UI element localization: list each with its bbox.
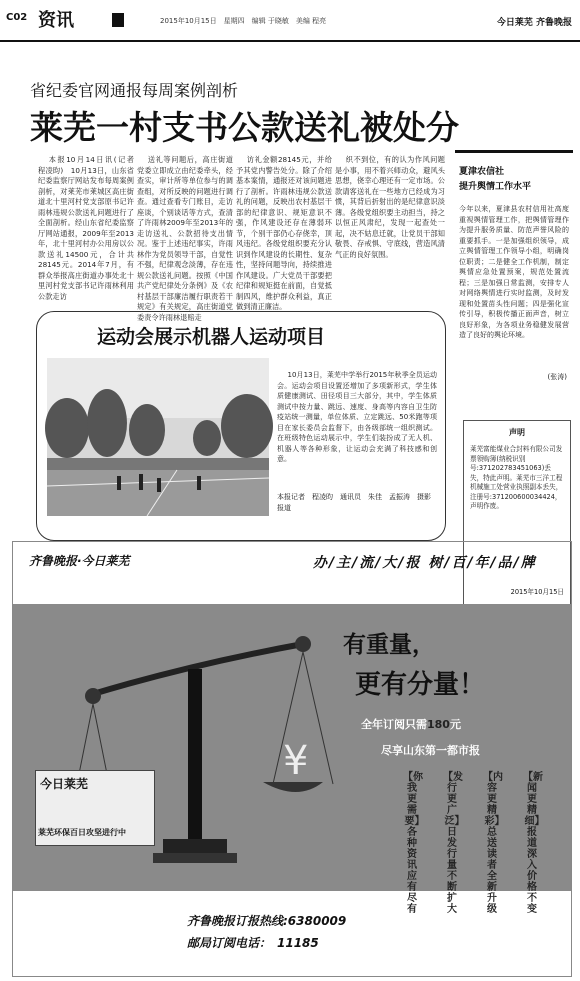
newspaper-thumbnail (35, 770, 155, 846)
ad-feature-column-4: 【你我更需要】各种资讯 应有尽有 (403, 772, 423, 915)
header-brand: 今日莱芜 齐鲁晚报 (496, 18, 572, 28)
newspaper-thumbnail-headline: 莱芜环保百日攻坚进行中 (38, 828, 126, 837)
ad-feature-column-2: 【内容更精彩】总送读者 全新升级 (483, 772, 503, 915)
ad-line-1: 有重量， (343, 632, 435, 658)
ad-hotline: 齐鲁晚报订报热线:6380009 (187, 914, 347, 928)
ad-logo: 齐鲁晚报·今日莱芜 (29, 554, 130, 568)
article-column-4: 织不到位，有的认为作风问题是小事，用不着兴师动众，避风头思想，侥幸心理还有一定市场。公款请客送礼在一些地方已经成为习惯，其背后折射出的是纪律意识淡薄。各级党组织要主动担当，持之以恒正风肃纪，发现一起查处一起，决不姑息迁就，让党员干部知敬畏、存戒惧、守底线，营造风清气正的良好氛围。 (335, 155, 445, 259)
article-column-1: 本报10月14日讯(记者 程凌昀) 10月13日，山东省纪委监察厅网站发布每周案例剖析，对莱芜市莱城区高庄街道北十里河村党支部原书记许雨林违规公款送礼问题进行了全面剖析。经山东省纪委监察厅网站通报，2009年至2013年，北十里河村办公用房以公款送礼14500元，合计共28145元。2014年7月，有群众举报高庄街道办事处北十里河村党支部书记许雨林利用公款走访 (38, 155, 142, 301)
ad-banner (13, 604, 571, 915)
header-bar-icon (112, 13, 124, 27)
sidebar (455, 150, 573, 596)
ad-slogan: 办/主/流/大/报 树/百/年/品/牌 (313, 555, 537, 571)
robot-story-credit: 本报记者 程凌昀 通讯员 朱佳 孟振涛 摄影报道 (277, 493, 431, 512)
ad-feature-column-1: 【新闻更精细】报道深入 价格不变 (523, 772, 543, 915)
ad-tagline: 尽享山东第一都市报 (381, 744, 480, 757)
sidebar-body: 今年以来，夏津县农村信用社高度重视舆情管理工作，把舆情管理作为提升服务质量、防范声誉风险的重要抓手。一是加强组织领导，成立舆情管理工作领导小组，明确岗位职责；二是健全工作机制，制定舆情应急处置预案，规范处置流程；三是加强日常监测，安排专人对网络舆情进行实时监测，及时发现和处置苗头性问题；四是强化宣传引导，积极传播正面声音，树立良好形象，为各项业务稳健发展营造了良好的舆论环境。 (459, 205, 569, 339)
sidebar-title: 夏津农信社 (459, 167, 505, 177)
article-kicker: 省纪委官网通报每周案例剖析 (30, 81, 239, 100)
newspaper-thumbnail-title: 今日莱芜 (40, 777, 89, 791)
notice-date: 2015年10月15日 (510, 588, 564, 596)
ad-feature-column-3: 【发行更广泛】日发行量不断扩大 (443, 772, 463, 915)
ad-price: 全年订阅只需180元 (361, 718, 461, 731)
ad-line-2: 更有分量！ (355, 670, 486, 700)
sports-meet-photo (47, 358, 269, 516)
notice-title: 声明 (509, 428, 525, 437)
notice-body: 莱芜富能煤业合封料有限公司发票领购簿(纳税识别号:371202783451063)丢失，特此声明。莱芜市三洋工程机械施工处营业执照副本丢失，注册号:371200600034424，声明作废。 (470, 445, 563, 510)
page-header (0, 0, 580, 42)
svg-text:¥: ¥ (283, 738, 309, 784)
robot-story-box (36, 311, 446, 541)
robot-story-title: 运动会展示机器人运动项目 (97, 326, 326, 348)
header-meta: 2015年10月15日 星期四 编辑 于晓敏 美编 程亮 (160, 17, 327, 25)
article-column-2: 送礼等问题后，高庄街道党委立即成立由纪委牵头，经查实，审计所等单位参与的调查组，对所反映的问题进行调查。通过查看专门账目，走访座谈，个别谈话等方式，查清了许雨林2009年至2013年的走访送礼、公款招待支出情况。鉴于上述违纪事实，许雨林作为党员领导干部，自觉性不强，纪律观念淡薄，存在违规公款送礼问题。按照《中国共产党纪律处分条例》及《农村基层干部廉洁履行职责若干规定》有关规定，高庄街道党委责令许雨林退赔走 (137, 155, 233, 322)
page-number: C02 (6, 12, 28, 23)
sidebar-rule (455, 150, 573, 153)
article-column-3: 访礼金额28145元，并给予其党内警告处分。除了介绍基本案情，通报还对该问题进行了剖析。许雨林违规公款送礼的问题，反映出农村基层干部的纪律意识、规矩意识不强，作风建设还存在薄弱环节，个别干部仍心存侥幸，顶风违纪。各级党组织要充分认识到作风建设的长期性、复杂性，坚持问题导向，持续推进作风建设。广大党员干部要把纪律和规矩挺在前面，自觉抵制四风，维护群众利益，真正做到清正廉洁。 (236, 155, 332, 311)
section-title: 资讯 (38, 10, 74, 31)
article-headline: 莱芜一村支书公款送礼被处分 (30, 108, 459, 147)
subscription-ad (12, 541, 572, 977)
sports-field-image (47, 358, 269, 516)
robot-story-text: 10月13日，莱芜中学举行2015年秋季全员运动会。运动会项目设置还增加了多项新形式，学生体质健康测试、田径项目三大部分，其中，学生体质测试中按力量、跳远、速度、身高等内容自卫生防疫站统一测量，单位体质、立定跳远、50米跑等项目在家长委员会监督下，由各级部统一组织测试。在班级特色运动展示中，学生们装扮成了无人机、机器人等各种形象，让运动会充满了科技感和创意。 (277, 371, 437, 463)
sidebar-subtitle: 提升舆情工作水平 (459, 182, 532, 192)
sidebar-author: (张涛) (547, 373, 567, 381)
ad-post-phone: 邮局订阅电话： 11185 (187, 936, 319, 950)
